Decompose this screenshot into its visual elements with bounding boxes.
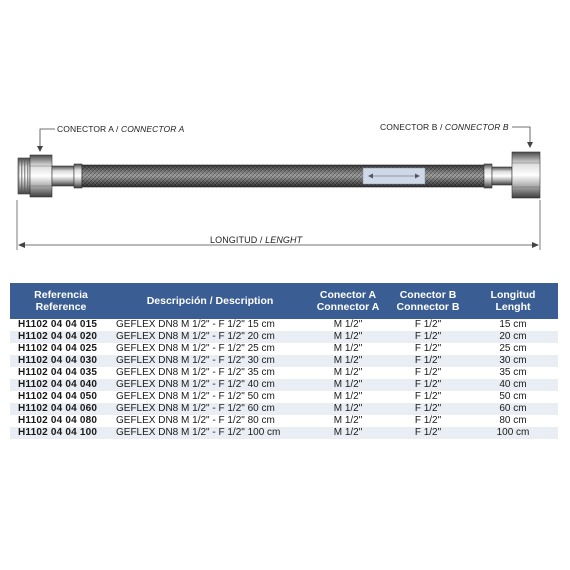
cell-description: GEFLEX DN8 M 1/2" - F 1/2" 20 cm — [112, 331, 308, 343]
cell-connector-b: F 1/2" — [388, 415, 468, 427]
cell-connector-b: F 1/2" — [388, 379, 468, 391]
cell-connector-b: F 1/2" — [388, 391, 468, 403]
cell-length: 30 cm — [468, 355, 558, 367]
cell-reference: H1102 04 04 015 — [10, 319, 112, 331]
col-header-length: Longitud Lenght — [468, 283, 558, 319]
table-row — [10, 379, 558, 391]
cell-connector-a: M 1/2" — [308, 319, 388, 331]
hose-diagram — [0, 0, 570, 270]
connector-b-fitting — [484, 152, 540, 198]
cell-description: GEFLEX DN8 M 1/2" - F 1/2" 60 cm — [112, 403, 308, 415]
col-header-description: Descripción / Description — [112, 283, 308, 319]
cell-connector-b: F 1/2" — [388, 355, 468, 367]
cell-reference: H1102 04 04 100 — [10, 427, 112, 439]
col-header-reference: Referencia Reference — [10, 283, 112, 319]
cell-reference: H1102 04 04 020 — [10, 331, 112, 343]
table-row — [10, 343, 558, 355]
cell-connector-a: M 1/2" — [308, 427, 388, 439]
cell-connector-b: F 1/2" — [388, 403, 468, 415]
table-row — [10, 415, 558, 427]
cell-reference: H1102 04 04 050 — [10, 391, 112, 403]
cell-reference: H1102 04 04 040 — [10, 379, 112, 391]
cell-length: 40 cm — [468, 379, 558, 391]
cell-description: GEFLEX DN8 M 1/2" - F 1/2" 80 cm — [112, 415, 308, 427]
table-row — [10, 355, 558, 367]
cell-description: GEFLEX DN8 M 1/2" - F 1/2" 35 cm — [112, 367, 308, 379]
braided-hose — [82, 165, 484, 187]
col-header-connector-a: Conector A Connector A — [308, 283, 388, 319]
cell-connector-a: M 1/2" — [308, 343, 388, 355]
cell-description: GEFLEX DN8 M 1/2" - F 1/2" 25 cm — [112, 343, 308, 355]
cell-reference: H1102 04 04 060 — [10, 403, 112, 415]
cell-length: 35 cm — [468, 367, 558, 379]
connector-a-fitting — [18, 155, 82, 197]
cell-reference: H1102 04 04 035 — [10, 367, 112, 379]
cell-description: GEFLEX DN8 M 1/2" - F 1/2" 100 cm — [112, 427, 308, 439]
cell-length: 60 cm — [468, 403, 558, 415]
cell-reference: H1102 04 04 030 — [10, 355, 112, 367]
length-label: LONGITUD / LENGHT — [210, 235, 303, 245]
cell-connector-b: F 1/2" — [388, 367, 468, 379]
cell-connector-b: F 1/2" — [388, 319, 468, 331]
cell-description: GEFLEX DN8 M 1/2" - F 1/2" 50 cm — [112, 391, 308, 403]
connector-b-leader — [512, 127, 530, 144]
table-row — [10, 403, 558, 415]
cell-description: GEFLEX DN8 M 1/2" - F 1/2" 40 cm — [112, 379, 308, 391]
product-spec-table — [10, 283, 558, 439]
cell-length: 50 cm — [468, 391, 558, 403]
table-row — [10, 319, 558, 331]
cell-reference: H1102 04 04 080 — [10, 415, 112, 427]
cell-connector-b: F 1/2" — [388, 331, 468, 343]
cell-connector-a: M 1/2" — [308, 355, 388, 367]
cell-length: 80 cm — [468, 415, 558, 427]
cell-description: GEFLEX DN8 M 1/2" - F 1/2" 30 cm — [112, 355, 308, 367]
cell-connector-a: M 1/2" — [308, 367, 388, 379]
cell-description: GEFLEX DN8 M 1/2" - F 1/2" 15 cm — [112, 319, 308, 331]
cell-reference: H1102 04 04 025 — [10, 343, 112, 355]
table-header-row — [10, 283, 558, 319]
table-row — [10, 367, 558, 379]
table-row — [10, 331, 558, 343]
connector-a-label: CONECTOR A / CONNECTOR A — [57, 124, 185, 134]
cell-connector-a: M 1/2" — [308, 331, 388, 343]
cell-connector-b: F 1/2" — [388, 343, 468, 355]
cell-connector-b: F 1/2" — [388, 427, 468, 439]
table-row — [10, 391, 558, 403]
cell-connector-a: M 1/2" — [308, 391, 388, 403]
hose-drawing — [0, 0, 570, 270]
cell-length: 15 cm — [468, 319, 558, 331]
cell-connector-a: M 1/2" — [308, 403, 388, 415]
cell-length: 100 cm — [468, 427, 558, 439]
connector-a-leader — [40, 129, 55, 148]
cell-connector-a: M 1/2" — [308, 379, 388, 391]
cell-length: 25 cm — [468, 343, 558, 355]
connector-b-label: CONECTOR B / CONNECTOR B — [380, 122, 509, 132]
cell-connector-a: M 1/2" — [308, 415, 388, 427]
table-row — [10, 427, 558, 439]
cell-length: 20 cm — [468, 331, 558, 343]
col-header-connector-b: Conector B Connector B — [388, 283, 468, 319]
